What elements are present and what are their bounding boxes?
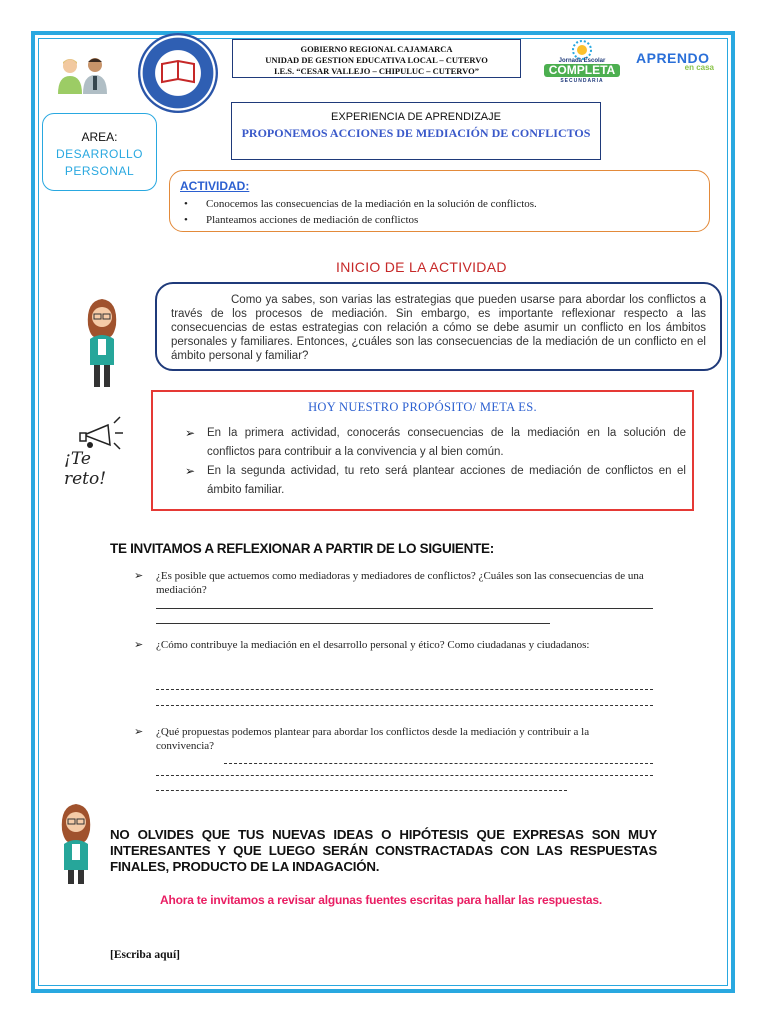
actividad-title: ACTIVIDAD: (180, 179, 250, 193)
inicio-heading: INICIO DE LA ACTIVIDAD (336, 259, 507, 275)
jornada-completa-logo (544, 38, 620, 88)
question-1 (134, 569, 654, 597)
proposito-item: ➢ En la primera actividad, conocerás consecuencias de la mediación en la solución de conflictos para contribuir a la convivencia y al bien común. (185, 424, 686, 462)
answer-line[interactable] (156, 705, 653, 706)
question-3 (134, 725, 654, 753)
book-icon (160, 58, 196, 86)
question-2 (134, 638, 654, 652)
aprendo-en-casa-logo (636, 50, 714, 80)
header-line-2: UNIDAD DE GESTION EDUCATIVA LOCAL – CUTERVO (265, 55, 488, 65)
te-reto-illustration (58, 411, 138, 489)
proposito-item: ➢ En la segunda actividad, tu reto será plantear acciones de mediación de conflictos en el ámbito familiar. (185, 462, 686, 500)
actividad-box (169, 170, 710, 232)
no-olvides-note: NO OLVIDES QUE TUS NUEVAS IDEAS O HIPÓTESIS QUE EXPRESAS SON MUY INTERESANTES Y QUE LUEGO SERÁN CONSTRACTADAS CON LAS RESPUESTAS FINALES, PRODUCTO DE LA INDAGACIÓN. (110, 827, 657, 874)
teachers-illustration (52, 54, 114, 94)
institution-header (232, 39, 521, 78)
question-1-text: ➢ ¿Es posible que actuemos como mediadoras y mediadores de conflictos? ¿Cuáles son las consecuencias de una mediación? (134, 569, 654, 597)
question-3-text-cont: convivencia? (156, 740, 215, 752)
en-casa-text: en casa (684, 63, 714, 72)
answer-line[interactable] (156, 689, 653, 690)
header-line-3: I.E.S. “CESAR VALLEJO – CHIPULUC – CUTERVO” (274, 66, 479, 76)
answer-line[interactable] (156, 608, 653, 609)
area-label: AREA: (81, 130, 118, 144)
te-reto-label: ¡Te reto! (64, 449, 107, 489)
experiencia-title: EXPERIENCIA DE APRENDIZAJE (331, 111, 501, 123)
student-girl-illustration (80, 295, 124, 395)
actividad-list (206, 196, 537, 228)
proposito-box (151, 390, 694, 511)
proposito-title: HOY NUESTRO PROPÓSITO/ META ES. (308, 400, 537, 414)
completa-text: COMPLETA (544, 64, 620, 77)
area-value-line2: PERSONAL (64, 164, 135, 178)
intro-text-box (155, 282, 722, 371)
answer-line[interactable] (224, 763, 653, 764)
experiencia-box (231, 102, 601, 160)
question-3-text: ➢ ¿Qué propuestas podemos plantear para abordar los conflictos desde la mediación y contribuir a la (134, 725, 654, 739)
answer-line[interactable] (156, 775, 653, 776)
experiencia-subtitle: PROPONEMOS ACCIONES DE MEDIACIÓN DE CONFLICTOS (241, 126, 591, 140)
reflexionar-title: TE INVITAMOS A REFLEXIONAR A PARTIR DE LO SIGUIENTE: (110, 541, 494, 556)
secundaria-text: SECUNDARIA (560, 78, 604, 84)
answer-line[interactable] (156, 790, 567, 791)
question-2-text: ➢ ¿Cómo contribuye la mediación en el desarrollo personal y ético? Como ciudadanas y ciudadanos: (134, 638, 654, 652)
answer-line[interactable] (156, 623, 550, 624)
ahora-invitacion: Ahora te invitamos a revisar algunas fuentes escritas para hallar las respuestas. (160, 893, 603, 907)
area-box (42, 113, 157, 191)
student-girl-illustration-2 (54, 800, 98, 900)
header-line-1: GOBIERNO REGIONAL CAJAMARCA (300, 44, 453, 54)
aprendo-text: APRENDO (636, 50, 710, 66)
jornada-small-text: Jornada Escolar (558, 58, 606, 64)
escriba-aqui-placeholder[interactable]: [Escriba aquí] (110, 949, 180, 961)
intro-paragraph: Como ya sabes, son varias las estrategias que pueden usarse para abordar los conflictos a través de los procesos de mediación. Sin embargo, es importante reflexionar respecto a las consecuencias de estas estrategias con relación a cómo se debe asumir un conflicto en los ámbitos personales y familiares. Entonces, ¿cuáles son las consecuencias de la mediación de un conflicto en el ámbito personal y familiar? (171, 294, 706, 362)
area-value-line1: DESARROLLO (55, 147, 144, 161)
actividad-item: • Planteamos acciones de mediación de conflictos (206, 212, 537, 228)
actividad-item: • Conocemos las consecuencias de la mediación en la solución de conflictos. (206, 196, 537, 212)
proposito-list (185, 424, 686, 500)
